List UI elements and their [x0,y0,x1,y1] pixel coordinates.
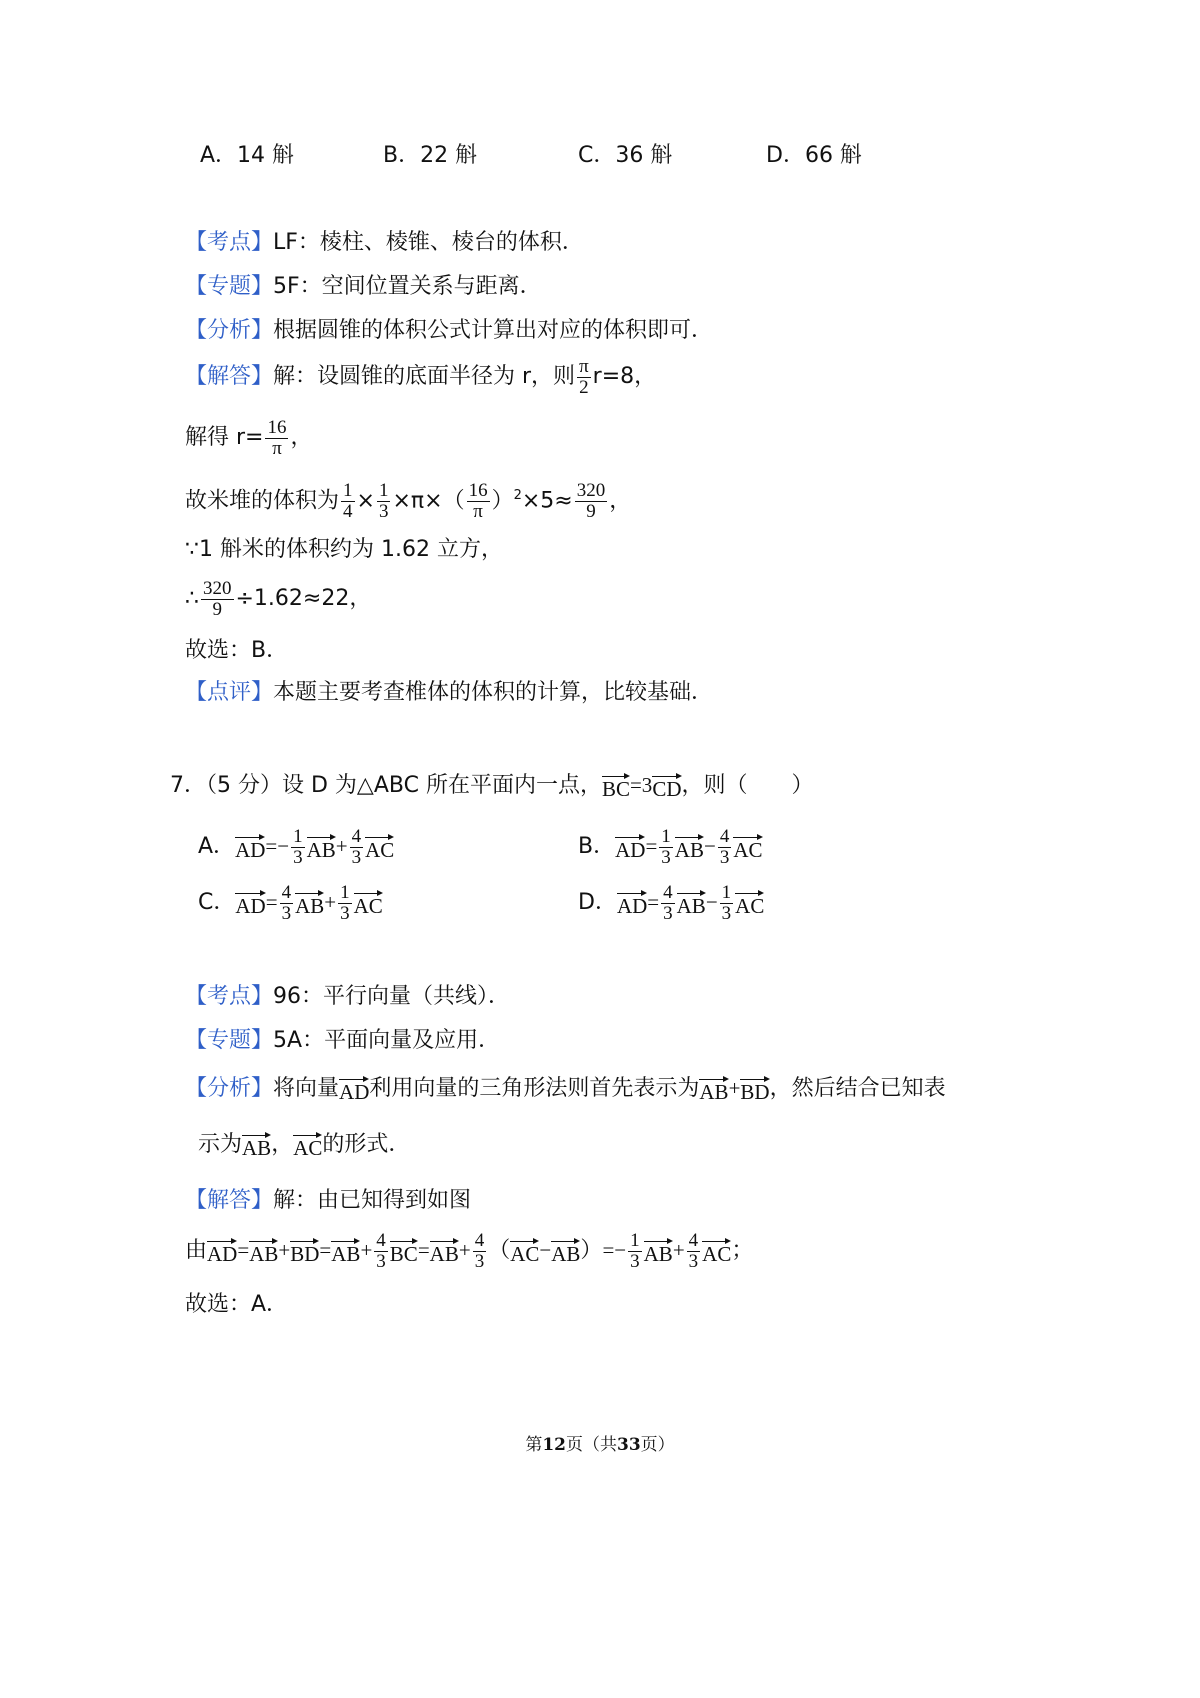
jieda-line [185,352,656,402]
vector-ad: AD [235,833,265,861]
jieda-text: 解：设圆锥的底面半径为 r，则 [273,364,576,389]
fraction [280,883,294,924]
paren-close: ） [491,488,514,514]
vector-ab: AB [644,1237,673,1265]
numerator: 4 [351,825,362,847]
op: + [278,1238,291,1262]
vector-ab: AB [307,833,336,861]
jieda-tag: 【解答】 [185,364,274,389]
fraction [473,1231,487,1272]
numerator: 320 [203,577,232,599]
vector-ab: AB [295,889,324,917]
step5-text: ÷1.62≈22， [235,586,372,611]
step3-line [185,471,631,526]
vector-bd: BD [740,1075,769,1103]
denominator: 3 [721,902,732,924]
comma: ， [271,1132,294,1157]
op: + [728,1076,741,1100]
numerator: 1 [661,825,671,847]
denominator: 3 [378,500,389,522]
option-b: B．22 斛 [383,143,478,168]
fraction [291,827,305,868]
fraction-16-over-pi [265,418,288,459]
fenxi-text: 示为 [198,1132,243,1157]
option-label: A． [198,834,236,859]
q7-fenxi-line-2 [198,1130,410,1160]
numerator: 4 [376,1229,386,1251]
step2-text-end: ， [290,425,313,450]
op: = [265,890,278,914]
kaodian-tag: 【考点】 [185,230,274,255]
jieda-tag: 【解答】 [185,1188,274,1213]
q7-option-b [578,822,763,871]
vector-ad: AD [615,833,645,861]
fenxi-line [185,316,713,346]
denominator: 3 [351,846,362,868]
zhuanti-tag: 【专题】 [185,1028,274,1053]
vector-ac: AC [510,1237,539,1265]
fraction-320-over-9 [575,481,608,522]
fraction [661,883,675,924]
denominator: 3 [376,1250,386,1272]
zhuanti-line [185,272,542,302]
q7-choose-line: 故选：A． [185,1292,289,1317]
step2-line [185,413,313,463]
numerator: 320 [576,479,606,501]
kaodian-line [185,228,584,258]
fraction [659,827,673,868]
fraction [687,1231,701,1272]
vector-cd: CD [652,772,681,800]
vector-ad: AD [339,1075,369,1103]
op: − [703,834,716,858]
vector-ab: AB [430,1237,459,1265]
op: + [335,834,348,858]
denominator: 3 [719,846,730,868]
denominator: 3 [688,1250,699,1272]
dianping-text: 本题主要考查椎体的体积的计算，比较基础． [273,680,714,705]
fraction [350,827,364,868]
op: − [705,890,718,914]
numerator: 4 [663,881,673,903]
vector-ac: AC [702,1237,731,1265]
denominator: 3 [630,1250,640,1272]
numerator: 1 [721,881,732,903]
vector-ad: AD [235,889,265,917]
fenxi-tag: 【分析】 [185,1076,274,1101]
denominator: 9 [586,500,596,522]
fraction [720,883,734,924]
vector-ac: AC [733,833,762,861]
fraction [718,827,732,868]
op: = [417,1238,430,1262]
fenxi-text: 根据圆锥的体积公式计算出对应的体积即可． [273,318,714,343]
denominator: 3 [661,846,671,868]
stem-end: ，则（ ） [681,773,814,798]
op: = [237,1238,250,1262]
step4-line: ∵1 斛米的体积约为 1.62 立方， [185,537,503,562]
vector-ac: AC [365,833,394,861]
denominator: 3 [474,1250,485,1272]
fraction [338,883,352,924]
footer-text: 页（共 [566,1435,617,1455]
paren-close: ） [580,1238,603,1263]
stem-text: 7．（5 分）设 D 为△ABC 所在平面内一点， [170,773,602,798]
vector-ac: AC [354,889,383,917]
zhuanti-tag: 【专题】 [185,274,274,299]
choose-line: 故选：B． [185,638,289,663]
numerator: 1 [630,1229,640,1251]
denominator: 2 [579,376,589,398]
total-pages: 33 [617,1435,641,1455]
step3-end: ， [609,488,632,514]
vector-ac: AC [293,1131,322,1159]
option-c: C．36 斛 [578,143,673,168]
vector-ad: AD [617,889,647,917]
op: + [458,1238,471,1262]
fraction [628,1231,642,1272]
footer-text: 第 [525,1435,543,1455]
jieda-text-end: r=8， [592,364,657,389]
vector-bc: BC [390,1237,418,1265]
denominator: 9 [212,598,222,620]
step3-text: 故米堆的体积为 [185,488,340,514]
fraction-1-over-3 [377,481,391,522]
op: =− [602,1238,627,1262]
numerator: 4 [688,1229,699,1251]
option-a: A．14 斛 [200,143,295,168]
numerator: 4 [474,1229,485,1251]
step2-text: 解得 r= [185,425,264,450]
vector-bc: BC [602,772,630,800]
fenxi-text: 利用向量的三角形法则首先表示为 [369,1076,700,1101]
q7-option-d [578,878,764,927]
exponent: 2 [513,488,522,503]
vector-ab: AB [675,833,704,861]
op: + [360,1238,373,1262]
vector-ab: AB [249,1237,278,1265]
kaodian-text: 96：平行向量（共线）． [273,984,511,1009]
page-number: 12 [542,1435,566,1455]
deriv-text: 由 [185,1238,208,1263]
times-sign: × [356,488,375,514]
vector-ab: AB [677,889,706,917]
numerator: 1 [340,881,350,903]
q7-option-a [198,822,394,871]
therefore-sign: ∴ [185,586,199,611]
zhuanti-text: 5A：平面向量及应用． [273,1028,501,1053]
op: = [647,890,660,914]
fraction [374,1231,388,1272]
numerator: 4 [281,881,292,903]
vector-ab: AB [551,1237,580,1265]
denominator: 3 [293,846,303,868]
denominator: π [272,437,282,459]
fraction-16-over-pi [467,481,490,522]
page-footer [0,1430,1200,1455]
paren-open: （ [488,1238,511,1263]
q7-jieda-line [185,1186,471,1216]
fraction-1-over-4 [341,481,355,522]
op: − [539,1238,552,1262]
semicolon: ； [731,1238,754,1263]
vector-ab: AB [331,1237,360,1265]
fenxi-text: 将向量 [273,1076,340,1101]
fraction-320-over-9 [201,579,234,620]
q7-derivation [185,1225,753,1276]
fenxi-text: ，然后结合已知表 [769,1076,946,1101]
vector-ab: AB [699,1075,728,1103]
numerator: 1 [343,479,353,501]
denominator: π [473,500,483,522]
jieda-text: 解：由已知得到如图 [273,1188,472,1213]
zhuanti-text: 5F：空间位置关系与距离． [273,274,542,299]
op: =− [265,834,290,858]
vector-ac: AC [735,889,764,917]
times-five: ×5≈ [521,488,573,514]
vector-bd: BD [290,1237,319,1265]
numerator: 1 [293,825,303,847]
footer-text: 页） [640,1435,675,1455]
q7-kaodian-line [185,982,510,1012]
op: + [324,890,337,914]
question-7-stem [170,770,814,801]
dianping-tag: 【点评】 [185,680,274,705]
dianping-line [185,678,713,708]
denominator: 3 [340,902,350,924]
q7-fenxi-line [185,1073,946,1104]
vector-ab: AB [242,1131,271,1159]
kaodian-text: LF：棱柱、棱锥、棱台的体积． [273,230,584,255]
op: = [645,834,658,858]
denominator: 4 [343,500,353,522]
equals-three: =3 [629,773,653,797]
fraction-pi-over-2 [577,357,591,398]
numerator: 16 [267,416,287,438]
op: + [672,1238,685,1262]
numerator: 4 [719,825,730,847]
q7-option-c [198,878,383,927]
option-label: C． [198,890,236,915]
times-pi: ×π×（ [392,488,465,514]
op: = [319,1238,332,1262]
q7-zhuanti-line [185,1026,500,1056]
vector-ad: AD [207,1237,237,1265]
numerator: 1 [378,479,389,501]
fenxi-text: 的形式． [322,1132,411,1157]
numerator: π [579,355,589,377]
denominator: 3 [663,902,673,924]
option-label: B． [578,834,616,859]
option-d: D．66 斛 [766,143,862,168]
option-label: D． [578,890,617,915]
step5-line [185,574,371,624]
fenxi-tag: 【分析】 [185,318,274,343]
denominator: 3 [281,902,292,924]
kaodian-tag: 【考点】 [185,984,274,1009]
numerator: 16 [468,479,488,501]
